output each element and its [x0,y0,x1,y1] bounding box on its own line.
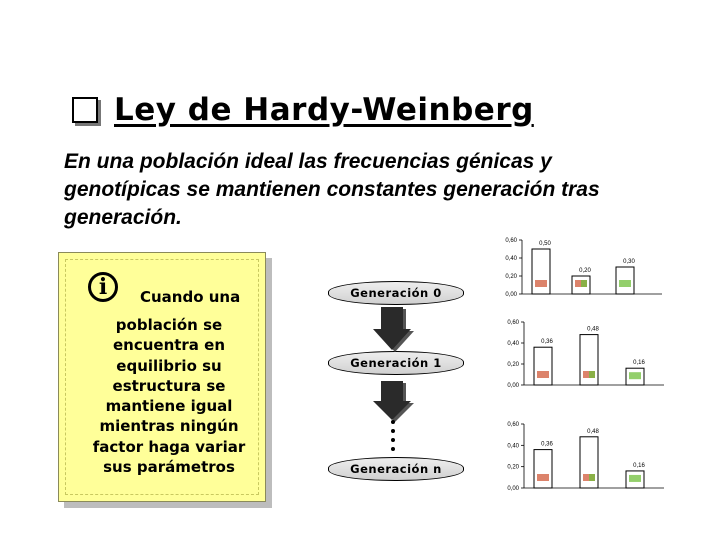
bar-icon [589,474,595,481]
data-label: 0,48 [587,326,599,333]
data-label: 0,36 [541,441,553,448]
note-line: mientras ningún [99,417,239,436]
y-tick-label: 0,40 [505,256,517,262]
note-line: mantiene igual [105,397,233,416]
bar [532,249,550,294]
y-tick-label: 0,40 [507,443,519,450]
note-line: factor haga variar [92,437,246,456]
data-label: 0,30 [623,259,635,265]
generation-1-box: Generación 1 [328,351,464,375]
data-label: 0,50 [539,241,551,247]
bar-icon [619,280,631,287]
bar-icon [535,280,547,287]
note-line: equilibrio su [116,356,222,375]
y-tick-label: 0,60 [505,238,517,244]
note-line: estructura se [112,376,226,395]
y-tick-label: 0,40 [507,341,519,347]
bar-icon [629,372,641,379]
note-line: sus parámetros [103,458,235,477]
data-label: 0,48 [587,428,599,435]
generation-0-box: Generación 0 [328,281,464,305]
y-tick-label: 0,20 [507,464,519,471]
data-label: 0,36 [541,339,553,346]
bar-icon [537,474,549,481]
bar-icon [537,371,549,378]
y-tick-label: 0,00 [507,383,519,389]
y-tick-label: 0,00 [505,292,517,298]
info-icon: i [88,272,118,302]
slide-subtitle: En una población ideal las frecuencias génicas y genotípicas se mantienen constantes generación tras generación. [64,150,600,229]
data-label: 0,16 [633,360,645,367]
slide-title: Ley de Hardy-Weinberg [114,92,534,128]
bar [534,347,552,385]
y-tick-label: 0,60 [507,422,519,428]
y-tick-label: 0,20 [505,274,517,280]
note-line: encuentra en [112,336,226,355]
note-first-line: Cuando una [140,288,241,306]
note-line: población se [115,316,223,334]
y-tick-label: 0,20 [507,362,519,368]
bar-icon [589,371,595,378]
bar-icon [629,475,641,482]
generation-n-box: Generación n [328,457,464,481]
bar-icon [581,280,587,287]
data-label: 0,16 [633,462,645,469]
bar [534,450,552,488]
y-tick-label: 0,00 [507,486,519,492]
y-tick-label: 0,60 [507,320,519,326]
data-label: 0,20 [579,268,591,274]
